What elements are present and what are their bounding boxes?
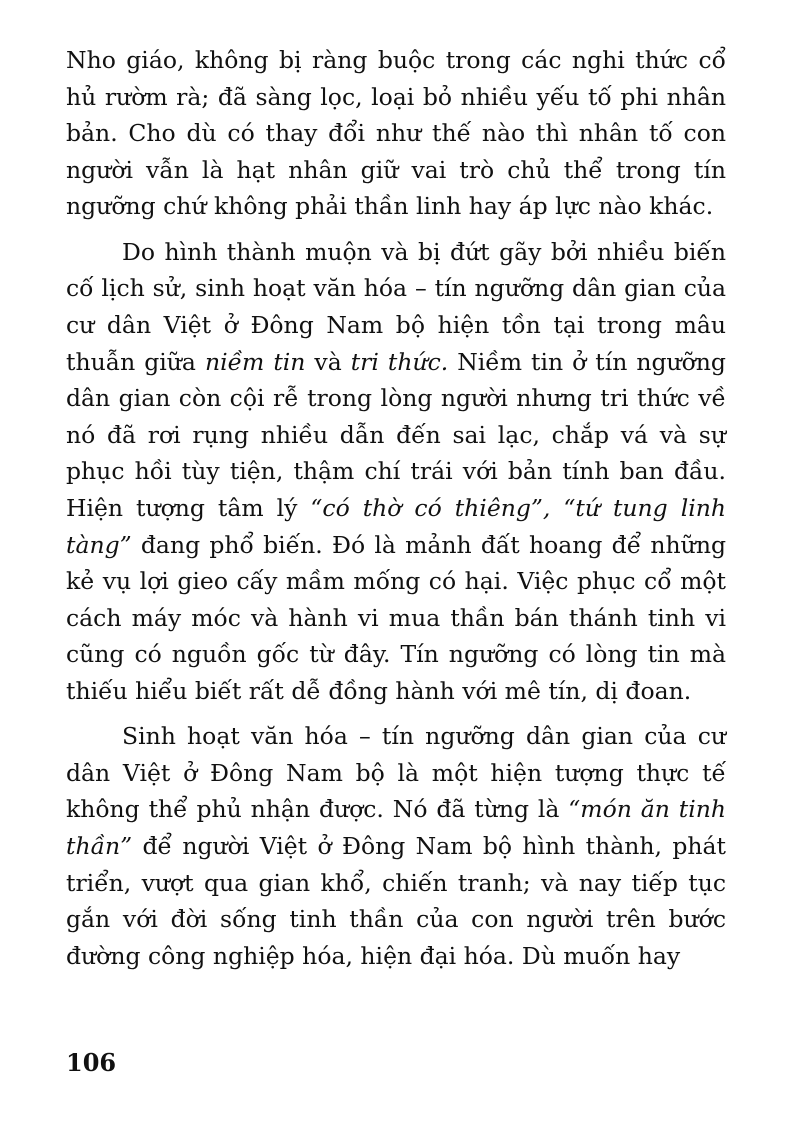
paragraph-continued	[66, 42, 726, 225]
body-text	[66, 42, 726, 974]
italic-quote-phenomenon: “có thờ có thiêng”, “tứ tung linh tàng”	[66, 493, 726, 559]
italic-term-belief: niềm tin	[204, 347, 306, 376]
paragraph-text: và	[305, 347, 351, 376]
paragraph-text: để người Việt ở Đông Nam bộ hình thành, phát triển, vượt qua gian khổ, chiến tranh; và nay tiếp tục gắn với đời sống tinh thần của con người trên bước đường công nghiệp hóa, hiện đại hóa. Dù muốn hay	[66, 832, 726, 970]
italic-quote-spiritual-food: “món ăn tinh thần”	[66, 795, 726, 861]
paragraph-text: Nho giáo, không bị ràng buộc trong các nghi thức cổ hủ rườm rà; đã sàng lọc, loại bỏ nhiều yếu tố phi nhân bản. Cho dù có thay đổi như thế nào thì nhân tố con người vẫn là hạt nhân giữ vai trò chủ thể trong tín ngưỡng chứ không phải thần linh hay áp lực nào khác.	[66, 46, 726, 221]
italic-term-knowledge: tri thức.	[350, 347, 449, 376]
paragraph-text: Do hình thành muộn và bị đứt gãy bởi nhiều biến cố lịch sử, sinh hoạt văn hóa – tín ngưỡng dân gian của cư dân Việt ở Đông Nam bộ hiện tồn tại trong mâu thuẫn giữa	[66, 237, 726, 376]
page-number: 106	[66, 1048, 117, 1077]
paragraph-belief-knowledge	[66, 234, 726, 710]
paragraph-cultural-activity	[66, 718, 726, 974]
paragraph-text: đang phổ biến. Đó là mảnh đất hoang để những kẻ vụ lợi gieo cấy mầm mống có hại. Việc phục cổ một cách máy móc và hành vi mua thần bán thánh tinh vi cũng có nguồn gốc từ đây. Tín ngưỡng có lòng tin mà thiếu hiểu biết rất dễ đồng hành với mê tín, dị đoan.	[66, 530, 726, 705]
paragraph-text: Niềm tin ở tín ngưỡng dân gian còn cội rễ trong lòng người nhưng tri thức về nó đã rơi rụng nhiều dẫn đến sai lạc, chắp vá và sự phục hồi tùy tiện, thậm chí trái với bản tính ban đầu. Hiện tượng tâm lý	[66, 347, 726, 522]
paragraph-text: Sinh hoạt văn hóa – tín ngưỡng dân gian của cư dân Việt ở Đông Nam bộ là một hiện tượng thực tế không thể phủ nhận được. Nó đã từng là	[66, 722, 726, 824]
